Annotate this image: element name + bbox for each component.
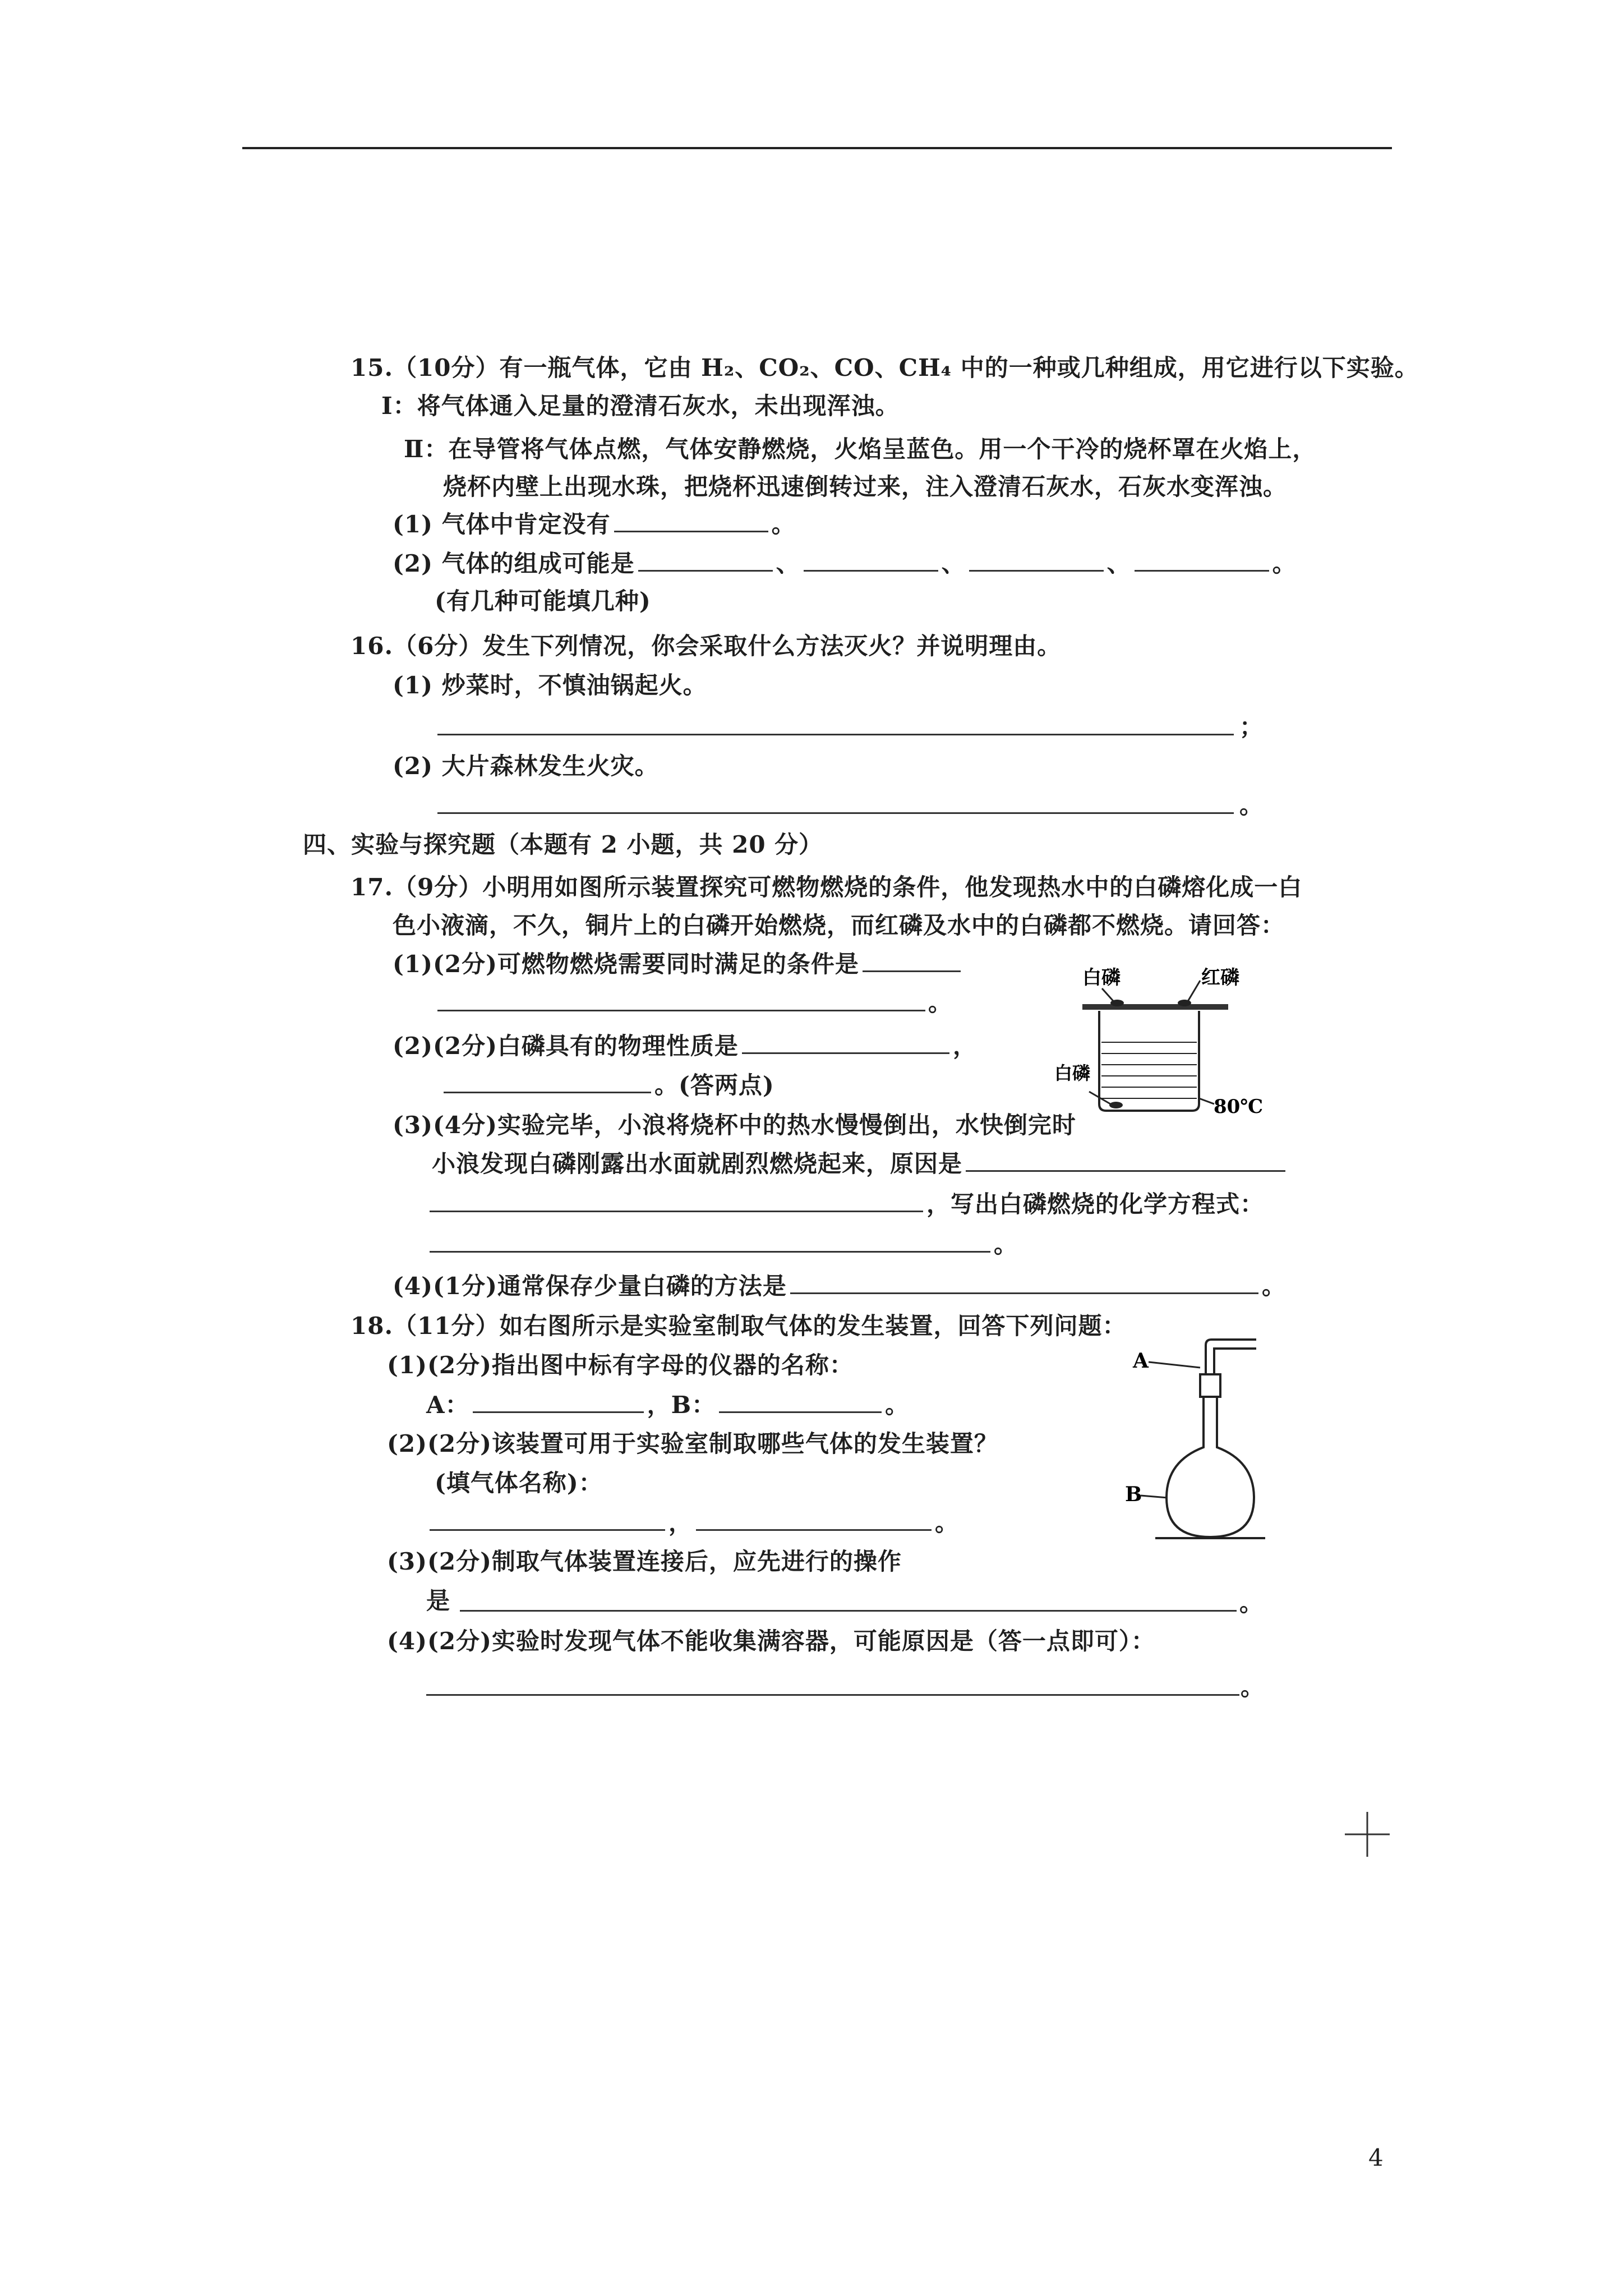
q17-part1-blank[interactable]: [863, 949, 961, 972]
q17-part3-d: [426, 1230, 1018, 1259]
q17-header-b: 色小液滴，不久，铜片上的白磷开始燃烧，而红磷及水中的白磷都不燃烧。请回答：: [393, 912, 1285, 939]
crop-mark-icon: [1345, 1812, 1390, 1857]
q18-apparatus-figure: [1122, 1335, 1273, 1548]
q16-part1-end: ；: [1239, 713, 1264, 740]
q15-part2-blank-4[interactable]: [1135, 549, 1269, 572]
q17-part4: [393, 1271, 1286, 1301]
q15-part2-blank-1[interactable]: [638, 549, 773, 572]
q17-part3-blank-1[interactable]: [966, 1149, 1285, 1172]
copper-plate: [1082, 1004, 1228, 1010]
q18-part2-end: 。: [935, 1509, 960, 1536]
q15-step2a: Ⅱ：在导管将气体点燃，气体安静燃烧，火焰呈蓝色。用一个干冷的烧杯罩在火焰上，: [404, 435, 1317, 463]
q15-part2-note: (有几种可能填几种): [435, 587, 651, 615]
q15-part1-end: 。: [771, 510, 796, 538]
q17-part3-b: [432, 1149, 1289, 1179]
q18-part1: (1)(2分)指出图中标有字母的仪器的名称：: [387, 1351, 854, 1379]
q18-part2: (2)(2分)该装置可用于实验室制取哪些气体的发生装置？: [387, 1430, 998, 1457]
fig-label-red-phosphorus: 红磷: [1201, 967, 1239, 989]
q17-part2-blank-2[interactable]: [444, 1070, 651, 1093]
q15-part1-text: (1) 气体中肯定没有: [393, 510, 611, 538]
q17-apparatus-figure: [1054, 964, 1267, 1126]
q18-part3-answer-line[interactable]: [460, 1610, 1237, 1612]
q18-part1-end: 。: [885, 1391, 910, 1419]
q16-part2: (2) 大片森林发生火灾。: [393, 752, 659, 780]
q18-label-a: A：: [426, 1391, 469, 1419]
header-rule: [242, 147, 1392, 149]
q15-part1-blank[interactable]: [614, 509, 768, 532]
fig-label-white-phosphorus-top: 白磷: [1082, 967, 1121, 989]
beaker: [1099, 1011, 1199, 1111]
q17-header-a: 17.（9分）小明用如图所示装置探究可燃物燃烧的条件，他发现热水中的白磷熔化成一白: [351, 873, 1303, 901]
q15-part2-text: (2) 气体的组成可能是: [393, 550, 635, 577]
q17-part1-text: (1)(2分)可燃物燃烧需要同时满足的条件是: [393, 950, 859, 978]
round-flask: [1166, 1397, 1254, 1537]
q17-part3-c-text: ，写出白磷燃烧的化学方程式：: [926, 1190, 1265, 1218]
q15-part2: [393, 549, 1297, 578]
q16-header: 16.（6分）发生下列情况，你会采取什么方法灭火？并说明理由。: [351, 632, 1062, 660]
q17-part1: [393, 949, 964, 979]
q16-part1: (1) 炒菜时，不慎油锅起火。: [393, 671, 707, 699]
q15-step2b: 烧杯内壁上出现水珠，把烧杯迅速倒转过来，注入澄清石灰水，石灰水变浑浊。: [443, 473, 1288, 500]
q17-part2-text: (2)(2分)白磷具有的物理性质是: [393, 1032, 739, 1060]
q16-part2-answer-line[interactable]: [437, 812, 1234, 814]
rubber-stopper: [1200, 1374, 1220, 1397]
q17-part4-blank[interactable]: [790, 1271, 1258, 1294]
q17-part2-comma: ，: [952, 1032, 977, 1060]
q17-part1-end: 。: [928, 989, 953, 1016]
fig-label-a: A: [1133, 1349, 1149, 1373]
q15-step1: Ⅰ：将气体通入足量的澄清石灰水，未出现浑浊。: [381, 392, 900, 420]
q15-part2-sep-1: 、: [776, 550, 800, 577]
section-4-title: 四、实验与探究题（本题有 2 小题，共 20 分）: [303, 831, 823, 858]
q18-part4-answer-line[interactable]: [426, 1694, 1239, 1696]
q17-part4-text: (4)(1分)通常保存少量白磷的方法是: [393, 1272, 787, 1300]
q18-part3: (3)(2分)制取气体装置连接后，应先进行的操作: [387, 1548, 902, 1575]
q17-part3-end: 。: [994, 1231, 1018, 1258]
q17-part2-blank-1[interactable]: [742, 1031, 949, 1054]
q15-part2-blank-3[interactable]: [969, 549, 1104, 572]
q18-part4: (4)(2分)实验时发现气体不能收集满容器，可能原因是（答一点即可）：: [387, 1627, 1155, 1655]
q15-part2-blank-2[interactable]: [804, 549, 938, 572]
q15-part2-sep-2: 、: [941, 550, 966, 577]
fig-label-temperature: 80℃: [1214, 1096, 1264, 1118]
q18-part2-blank-2[interactable]: [696, 1508, 932, 1531]
q18-blank-a[interactable]: [473, 1390, 644, 1413]
q18-blank-b[interactable]: [719, 1390, 882, 1413]
q17-part1-answer-line[interactable]: [437, 1010, 925, 1011]
q17-part3-c: [426, 1189, 1264, 1219]
q18-header: 18.（11分）如右图所示是实验室制取气体的发生装置，回答下列问题：: [351, 1312, 1127, 1340]
q16-part1-answer-line[interactable]: [437, 734, 1234, 735]
q17-part3-blank-2[interactable]: [430, 1189, 923, 1212]
q18-part1-answers: [426, 1390, 909, 1420]
q15-header: 15.（10分）有一瓶气体，它由 H₂、CO₂、CO、CH₄ 中的一种或几种组成，用它进行以下实验。: [351, 354, 1419, 381]
page-number: 4: [1368, 2144, 1384, 2171]
q15-part2-end: 。: [1272, 550, 1297, 577]
q17-part3-a: (3)(4分)实验完毕，小浪将烧杯中的热水慢慢倒出，水快倒完时: [393, 1111, 1076, 1139]
hot-water: [1101, 1042, 1197, 1098]
q18-part3-is: 是: [426, 1587, 451, 1614]
q18-part2-note: (填气体名称)：: [435, 1469, 603, 1497]
q18-part2-blank-1[interactable]: [430, 1508, 665, 1531]
q18-part2-answers: [426, 1508, 959, 1538]
q18-part3-end: 。: [1239, 1589, 1264, 1617]
q18-label-b: ，B：: [647, 1391, 716, 1419]
q17-part2-line2: [440, 1070, 774, 1100]
q16-part2-end: 。: [1239, 792, 1264, 819]
fig-label-b: B: [1125, 1483, 1142, 1506]
q17-part3-b-text: 小浪发现白磷刚露出水面就剧烈燃烧起来，原因是: [432, 1150, 963, 1177]
q18-part2-comma: ，: [668, 1509, 693, 1536]
fig-label-white-phosphorus-side: 白磷: [1054, 1062, 1091, 1084]
q17-part3-equation-blank[interactable]: [430, 1230, 990, 1253]
q18-part4-end: 。: [1241, 1673, 1265, 1701]
q17-part2: [393, 1031, 977, 1061]
q15-part1: [393, 509, 796, 539]
q17-part2-end: 。(答两点): [654, 1071, 774, 1099]
q15-part2-sep-3: 、: [1106, 550, 1131, 577]
q17-part4-end: 。: [1261, 1272, 1286, 1300]
